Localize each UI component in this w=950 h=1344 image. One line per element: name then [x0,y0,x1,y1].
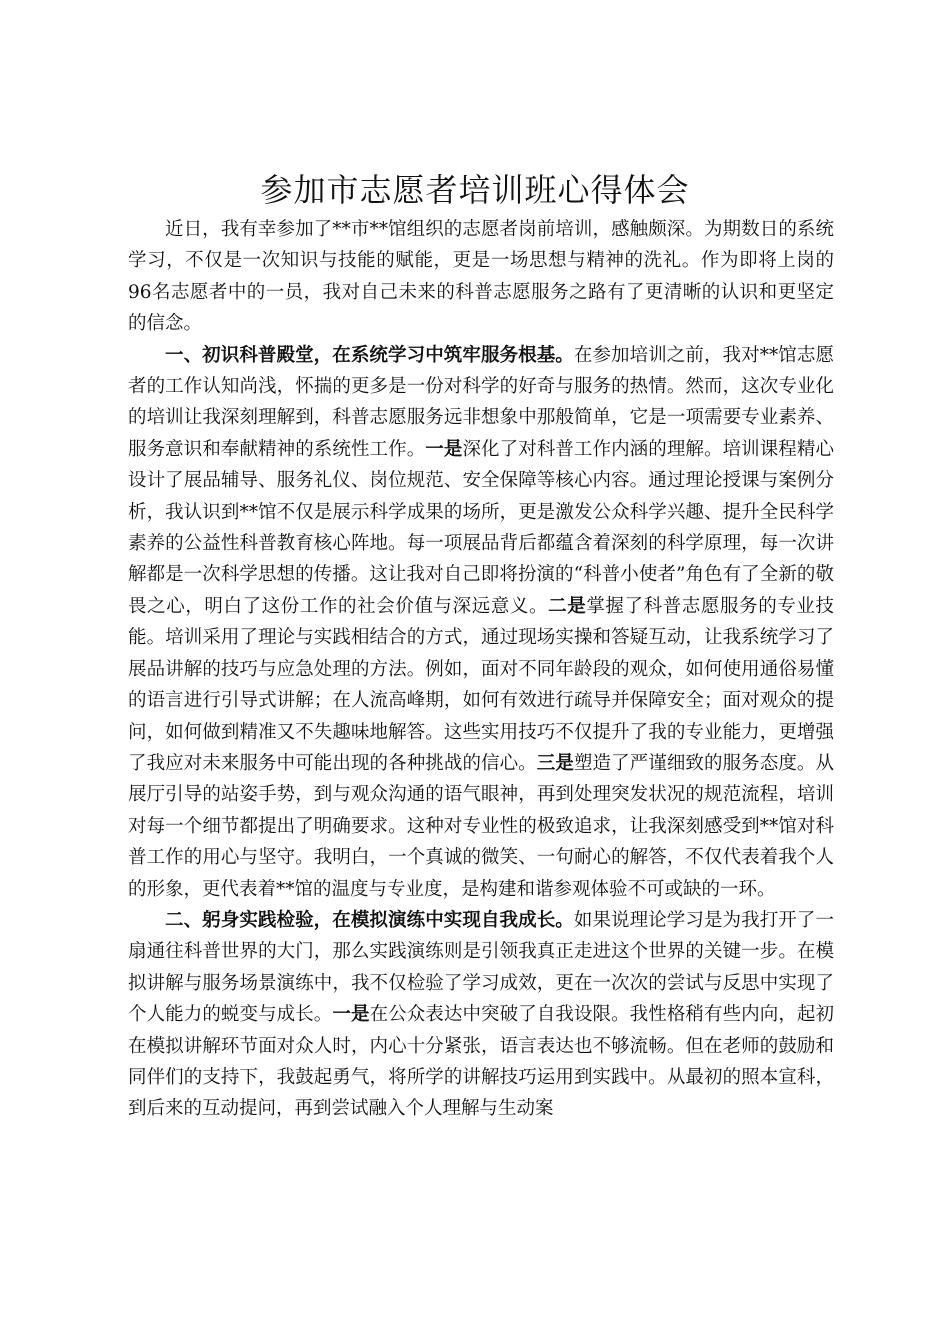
paragraph-section-two [128,905,834,1125]
document-title: 参加市志愿者培训班心得体会 [260,171,690,209]
point-marker: 一是 [332,1004,370,1026]
paragraph-text: 在参加培训之前，我对**馆志愿者的工作认知尚浅，怀揣的更多是一份对科学的好奇与服务的热情。然而，这次专业化的培训让我深刻理解到，科普志愿服务远非想象中那般简单，它是一项需要专业素养、服务意识和奉献精神的系统性工作。 [128,344,834,460]
paragraph-text: 近日，我有幸参加了**市**馆组织的志愿者岗前培训，感触颇深。为期数日的系统学习，不仅是一次知识与技能的赋能，更是一场思想与精神的洗礼。作为即将上岗的96名志愿者中的一员，我对自己未来的科普志愿服务之路有了更清晰的认识和更坚定的信念。 [128,219,834,335]
paragraph-intro [128,214,834,340]
paragraph-section-one [128,340,834,905]
paragraph-text: 掌握了科普志愿服务的专业技能。培训采用了理论与实践相结合的方式，通过现场实操和答疑互动，让我系统学习了展品讲解的技巧与应急处理的方法。例如，面对不同年龄段的观众，如何使用通俗易懂的语言进行引导式讲解；在人流高峰期，如何有效进行疏导并保障安全；面对观众的提问，如何做到精准又不失趣味地解答。这些实用技巧不仅提升了我的专业能力，更增强了我应对未来服务中可能出现的各种挑战的信心。 [128,595,834,774]
document-body [128,214,834,1125]
paragraph-text: 在公众表达中突破了自我设限。我性格稍有些内向，起初在模拟讲解环节面对众人时，内心十分紧张，语言表达也不够流畅。但在老师的鼓励和同伴们的支持下，我鼓起勇气，将所学的讲解技巧运用到实践中。从最初的照本宣科，到后来的互动提问，再到尝试融入个人理解与生动案 [128,1004,834,1120]
point-marker: 一是 [425,438,463,460]
paragraph-text: 深化了对科普工作内涵的理解。培训课程精心设计了展品辅导、服务礼仪、岗位规范、安全保障等核心内容。通过理论授课与案例分析，我认识到**馆不仅是展示科学成果的场所，更是激发公众科学兴趣、提升全民科学素养的公益性科普教育核心阵地。每一项展品背后都蕴含着深刻的科学原理，每一次讲解都是一次科学思想的传播。这让我对自己即将扮演的“科普小使者”角色有了全新的敬畏之心，明白了这份工作的社会价值与深远意义。 [128,438,834,617]
paragraph-text: 如果说理论学习是为我打开了一扇通往科普世界的大门，那么实践演练则是引领我真正走进这个世界的关键一步。在模拟讲解与服务场景演练中，我不仅检验了学习成效，更在一次次的尝试与反思中实现了个人能力的蜕变与成长。 [128,909,834,1026]
point-marker: 二是 [548,595,587,617]
paragraph-text: 塑造了严谨细致的服务态度。从展厅引导的站姿手势，到与观众沟通的语气眼神，再到处理突发状况的规范流程，培训对每一个细节都提出了明确要求。这种对专业性的极致追求，让我深刻感受到**馆对科普工作的用心与坚守。我明白，一个真诚的微笑、一句耐心的解答，不仅代表着我个人的形象，更代表着**馆的温度与专业度，是构建和谐参观体验不可或缺的一环。 [128,752,834,900]
section-heading: 一、初识科普殿堂，在系统学习中筑牢服务根基。 [165,344,574,366]
point-marker: 三是 [536,752,574,774]
section-heading: 二、躬身实践检验，在模拟演练中实现自我成长。 [165,909,574,931]
